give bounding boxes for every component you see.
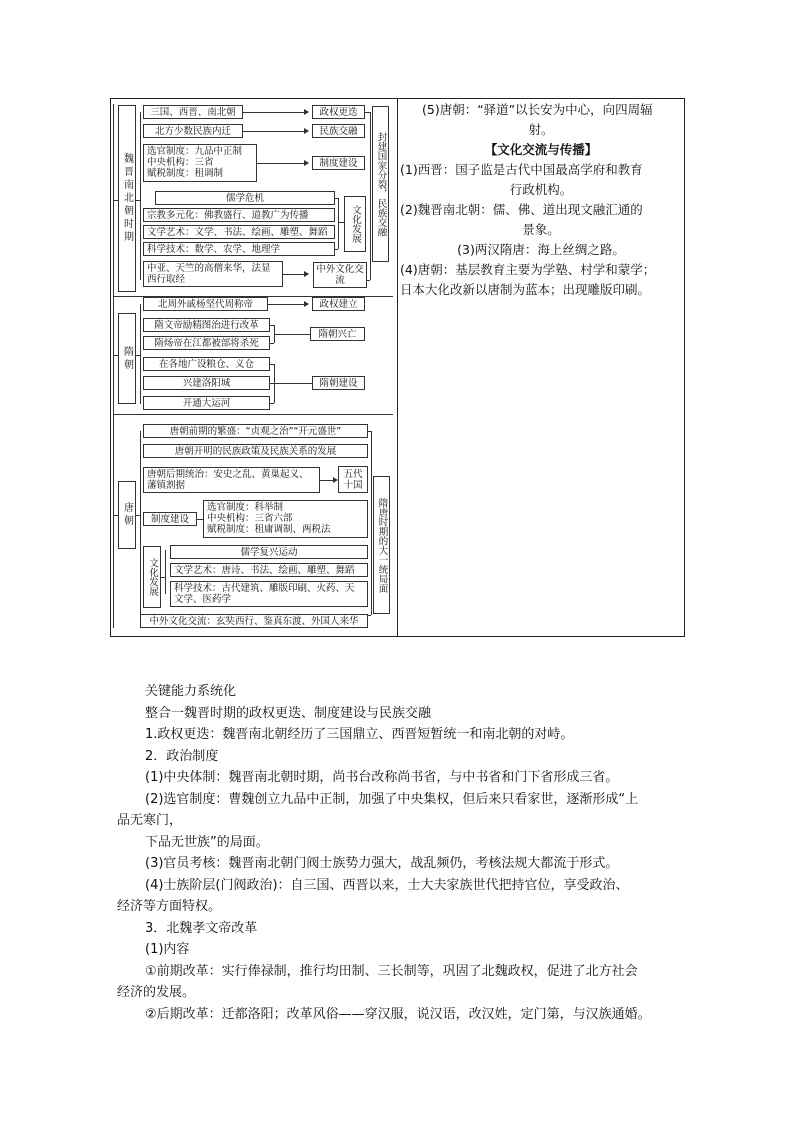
table-divider bbox=[397, 98, 398, 637]
tang-culture-1: 儒学复兴运动 bbox=[170, 545, 368, 559]
tag-system-building: 制度建设 bbox=[312, 156, 365, 170]
section-heading: 【文化交流与传播】 bbox=[484, 142, 598, 157]
tag-cultural-exchange: 中外文化交流 bbox=[313, 262, 367, 288]
body-line: (2)选官制度：曹魏创立九品中正制，加强了中央集权，但后来只看家世，逐渐形成“上 bbox=[145, 791, 639, 807]
item-xijin-cont: 行政机构。 bbox=[509, 182, 573, 197]
body-line: ②后期改革：迁都洛阳；改革风俗——穿汉服，说汉语，改汉姓，定门第，与汉族通婚。 bbox=[145, 1006, 651, 1022]
route-line-cont: 射。 bbox=[528, 122, 554, 137]
item-tang: (4)唐朝：基层教育主要为学塾、村学和蒙学； bbox=[400, 262, 656, 277]
body-line: 经济等方面特权。 bbox=[117, 899, 222, 914]
item-xijin: (1)西晋：国子监是古代中国最高学府和教育 bbox=[400, 162, 643, 177]
wjnbc-row-1: 三国、西晋、南北朝 bbox=[143, 105, 243, 119]
tang-system-label: 制度建设 bbox=[143, 512, 197, 526]
body-line: (3)官员考核：魏晋南北朝门阀士族势力强大，战乱频仍，考核法规大都流于形式。 bbox=[145, 856, 619, 871]
sui-build-3: 开通大运河 bbox=[143, 396, 270, 410]
body-line: ①前期改革：实行俸禄制，推行均田制、三长制等，巩固了北魏政权，促进了北方社会 bbox=[145, 963, 638, 979]
body-line: 3．北魏孝文帝改革 bbox=[145, 920, 258, 936]
tang-system-box: 选官制度：科举制 中央机构：三省六部 赋税制度：租庸调制、两税法 bbox=[203, 500, 368, 538]
wjnbc-culture-2: 宗教多元化：佛教盛行、道教广为传播 bbox=[143, 208, 335, 222]
body-line: (1)中央体制：魏晋南北朝时期，尚书台改称尚书省，与中书省和门下省形成三省。 bbox=[145, 770, 619, 785]
body-line: 品无寒门， bbox=[117, 813, 183, 828]
wjnbc-culture-1: 儒学危机 bbox=[155, 191, 335, 205]
sui-row-1: 北周外戚杨坚代周称帝 bbox=[143, 297, 268, 311]
tang-late-box: 唐朝后期统治：安史之乱、黄巢起义、 藩镇割据 bbox=[143, 467, 320, 493]
tang-culture-2: 文学艺术：唐诗、书法、绘画、雕塑、舞蹈 bbox=[170, 563, 368, 577]
item-wjnbc: (2)魏晋南北朝：儒、佛、道出现文融汇通的 bbox=[400, 202, 643, 217]
sui-reform: 隋文帝励精图治进行改革 bbox=[143, 318, 270, 332]
body-line: (4)士族阶层(门阀政治)：自三国、西晋以来，士大夫家族世代把持官位，享受政治、 bbox=[145, 877, 629, 893]
body-line: (1)内容 bbox=[145, 942, 190, 957]
wjnbc-system-box: 选官制度：九品中正制 中央机构：三省 赋税制度：租调制 bbox=[143, 144, 257, 182]
tag-culture-development: 文化发展 bbox=[344, 196, 366, 252]
wjnbc-culture-4: 科学技术：数学、农学、地理学 bbox=[143, 242, 335, 256]
sui-fall: 隋炀帝在江都被部将杀死 bbox=[143, 336, 270, 350]
body-line: 经济的发展。 bbox=[117, 985, 196, 1000]
tang-row-2: 唐朝开明的民族政策及民族关系的发展 bbox=[143, 444, 368, 458]
body-text bbox=[117, 681, 685, 1025]
tag-regime-change: 政权更迭 bbox=[312, 105, 365, 119]
wjnbc-culture-3: 文学艺术：文学、书法、绘画、雕塑、舞蹈 bbox=[143, 225, 335, 239]
wjnbc-row-2: 北方少数民族内迁 bbox=[143, 124, 243, 138]
tag-regime-founding: 政权建立 bbox=[312, 297, 365, 311]
tag-five-dynasties: 五代十国 bbox=[338, 466, 368, 493]
period-tang: 唐朝 bbox=[118, 481, 136, 549]
sui-build-2: 兴建洛阳城 bbox=[143, 376, 270, 390]
body-line: 下品无世族”的局面。 bbox=[145, 834, 269, 850]
body-line: 2．政治制度 bbox=[145, 748, 219, 764]
tang-culture-3: 科学技术：古代建筑、雕版印刷、火药、天 文学、医药学 bbox=[170, 581, 368, 607]
tang-culture-label: 文化发展 bbox=[143, 546, 161, 608]
period-sui: 隋朝 bbox=[118, 313, 136, 404]
tang-side-label: 隋唐时期的大一统局面 bbox=[373, 476, 390, 614]
body-line: 1.政权更迭：魏晋南北朝经历了三国鼎立、西晋短暂统一和南北朝的对峙。 bbox=[145, 727, 574, 742]
tag-sui-rise-fall: 隋朝兴亡 bbox=[310, 327, 365, 341]
item-tang-cont: 日本大化改新以唐制为蓝本；出现雕版印刷。 bbox=[400, 282, 651, 297]
period-wjnbc: 魏晋南北朝时期 bbox=[118, 105, 136, 292]
route-line: (5)唐朝：“驿道”以长安为中心，向四周辐 bbox=[422, 102, 653, 117]
trunk-line bbox=[113, 104, 114, 628]
tag-sui-building: 隋朝建设 bbox=[312, 376, 365, 390]
item-wjnbc-cont: 景象。 bbox=[522, 222, 560, 237]
right-column bbox=[400, 100, 682, 300]
tag-ethnic-fusion: 民族交融 bbox=[312, 124, 365, 138]
tang-row-1: 唐朝前期的繁盛：“贞观之治”“开元盛世” bbox=[143, 424, 368, 438]
body-heading: 关键能力系统化 bbox=[145, 684, 237, 699]
wjnbc-exchange-box: 中亚、天竺的高僧来华，法显 西行取经 bbox=[143, 261, 283, 287]
wjnbc-side-label: 封建国家分裂，民族交融 bbox=[372, 106, 389, 262]
item-han-sui-tang: (3)两汉隋唐：海上丝绸之路。 bbox=[457, 242, 625, 257]
tang-exchange: 中外文化交流：玄奘西行、鉴真东渡、外国人来华 bbox=[140, 614, 368, 628]
sui-build-1: 在各地广设粮仓、义仓 bbox=[143, 357, 270, 371]
body-subheading: 整合一魏晋时期的政权更迭、制度建设与民族交融 bbox=[145, 705, 432, 721]
